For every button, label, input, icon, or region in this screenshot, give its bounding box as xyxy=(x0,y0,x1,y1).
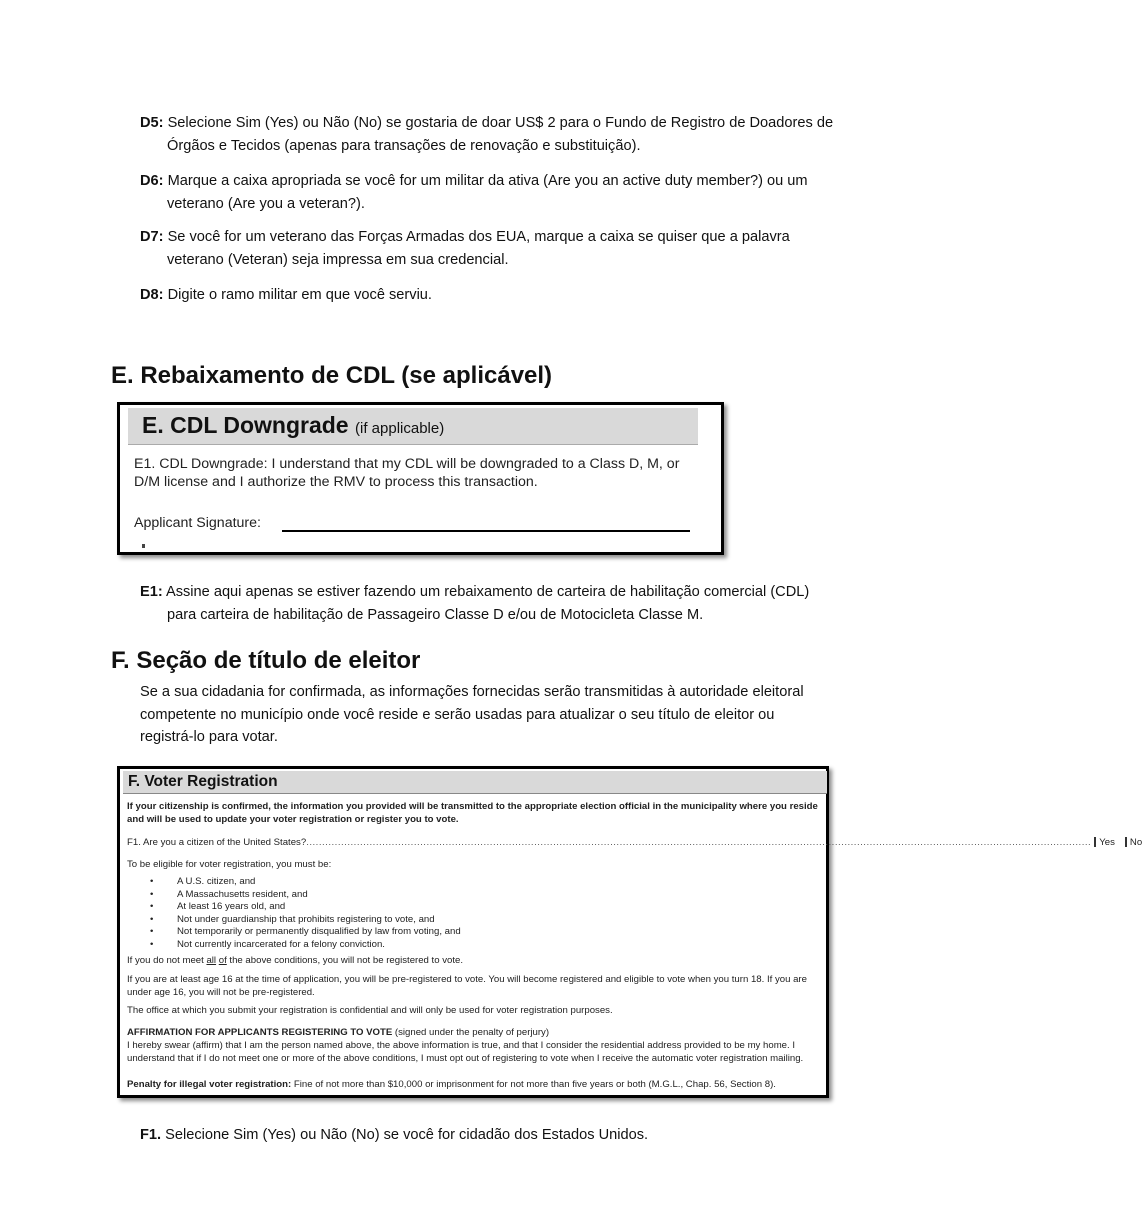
cdl-downgrade-form-image xyxy=(117,402,724,555)
section-f-heading: F. Seção de título de eleitor xyxy=(111,647,421,674)
affirmation-sub: (signed under the penalty of perjury) xyxy=(392,1027,550,1038)
list-item: • At least 16 years old, and xyxy=(150,901,461,914)
signature-line xyxy=(282,530,690,532)
list-item: • Not temporarily or permanently disqualified by law from voting, and xyxy=(150,926,461,939)
instruction-d7 xyxy=(140,226,840,271)
age-notice: If you are at least age 16 at the time of application, you will be pre-registered to vote. You will become registered and eligible to vote when you turn 18. If you are under age 16, you will not be pre-registered. xyxy=(127,974,807,998)
instruction-d6 xyxy=(140,170,840,215)
leader-dots: ........................................................................................................................................................................................................................................................ xyxy=(306,837,1092,848)
eligibility-conditions xyxy=(150,876,461,952)
notice-all: all xyxy=(206,955,217,966)
item-label: D6: xyxy=(140,173,164,189)
list-item: • Not under guardianship that prohibits registering to vote, and xyxy=(150,914,461,927)
item-text: Selecione Sim (Yes) ou Não (No) se gostaria de doar US$ 2 para o Fundo de Registro de Doadores de Órgãos e Tecidos (apenas para transações de renovação e substituição). xyxy=(167,115,834,154)
penalty-text: Fine of not more than $10,000 or imprisonment for not more than five years or both (M.G.L., Chap. 56, Section 8). xyxy=(291,1079,776,1090)
item-label: D5: xyxy=(140,115,164,131)
item-text: Digite o ramo militar em que você serviu. xyxy=(167,287,432,303)
item-text: Assine aqui apenas se estiver fazendo um rebaixamento de carteira de habilitação comercial (CDL) para carteira de habilitação de Passageiro Classe D e/ou de Motocicleta Classe M. xyxy=(165,584,810,623)
list-item: • A Massachusetts resident, and xyxy=(150,889,461,902)
voter-registration-form-image xyxy=(117,766,1142,1098)
item-label: E1: xyxy=(140,584,163,600)
instruction-e1 xyxy=(140,581,840,626)
item-text: Marque a caixa apropriada se você for um militar da ativa (Are you an active duty member?) ou um veterano (Are you a veteran?). xyxy=(167,173,808,212)
no-checkbox xyxy=(1125,837,1127,847)
affirmation-block xyxy=(127,1027,827,1065)
notice-of: of xyxy=(218,955,227,966)
applicant-signature-label: Applicant Signature: xyxy=(134,515,261,531)
notice-text-end: the above conditions, you will not be registered to vote. xyxy=(226,955,464,966)
instruction-f1 xyxy=(140,1124,840,1147)
affirmation-text: I hereby swear (affirm) that I am the person named above, the above information is true, and that I consider the residential address provided to be my home. I understand that if I do not meet one or more of the above conditions, I must opt out of registering to vote when I receive the automatic voter registration mailing. xyxy=(127,1039,804,1064)
notice-text: If you do not meet xyxy=(127,955,207,966)
instruction-d8 xyxy=(140,284,840,307)
item-text: Se você for um veterano das Forças Armadas dos EUA, marque a caixa se quiser que a palavra veterano (Veteran) seja impressa em sua credencial. xyxy=(167,229,790,268)
cdl-e1-statement: E1. CDL Downgrade: I understand that my CDL will be downgraded to a Class D, M, or D/M license and I authorize the RMV to process this transaction. xyxy=(134,456,680,490)
cdl-form-title xyxy=(142,412,444,439)
affirmation-heading: AFFIRMATION FOR APPLICANTS REGISTERING TO VOTE xyxy=(127,1027,393,1038)
list-item: • Not currently incarcerated for a felony conviction. xyxy=(150,939,461,952)
form-edge-mark xyxy=(142,544,145,548)
section-e-heading: E. Rebaixamento de CDL (se aplicável) xyxy=(111,362,553,389)
office-notice: The office at which you submit your registration is confidential and will only be used for voter registration purposes. xyxy=(127,1005,613,1016)
item-label: D7: xyxy=(140,229,164,245)
cdl-form-header xyxy=(128,408,698,445)
cdl-form-title-text: E. CDL Downgrade xyxy=(142,412,349,438)
cdl-form-title-sub: (if applicable) xyxy=(355,420,445,437)
section-f-intro: Se a sua cidadania for confirmada, as informações fornecidas serão transmitidas à autoridade eleitoral competente no município onde você reside e serão usadas para atualizar o seu título de eleitor ou registrá-lo para votar. xyxy=(140,684,804,745)
yes-checkbox xyxy=(1094,837,1096,847)
voter-form-title: F. Voter Registration xyxy=(128,773,278,790)
no-label: No xyxy=(1129,837,1142,848)
eligibility-intro: To be eligible for voter registration, you must be: xyxy=(127,859,332,870)
f1-question-row xyxy=(127,837,1142,848)
item-label: D8: xyxy=(140,287,164,303)
yes-label: Yes xyxy=(1099,837,1115,848)
not-eligible-notice xyxy=(127,955,827,968)
voter-form-header xyxy=(123,771,827,794)
citizenship-notice: If your citizenship is confirmed, the information you provided will be transmitted to the appropriate election official in the municipality where you reside and will be used to update your voter registration or register you to vote. xyxy=(127,801,818,825)
f1-question: F1. Are you a citizen of the United States? xyxy=(127,837,307,848)
penalty-notice xyxy=(127,1079,827,1092)
item-label: F1. xyxy=(140,1127,162,1143)
list-item: • A U.S. citizen, and xyxy=(150,876,461,889)
penalty-label: Penalty for illegal voter registration: xyxy=(127,1079,292,1090)
instruction-d5 xyxy=(140,112,840,157)
item-text: Selecione Sim (Yes) ou Não (No) se você for cidadão dos Estados Unidos. xyxy=(165,1127,649,1143)
